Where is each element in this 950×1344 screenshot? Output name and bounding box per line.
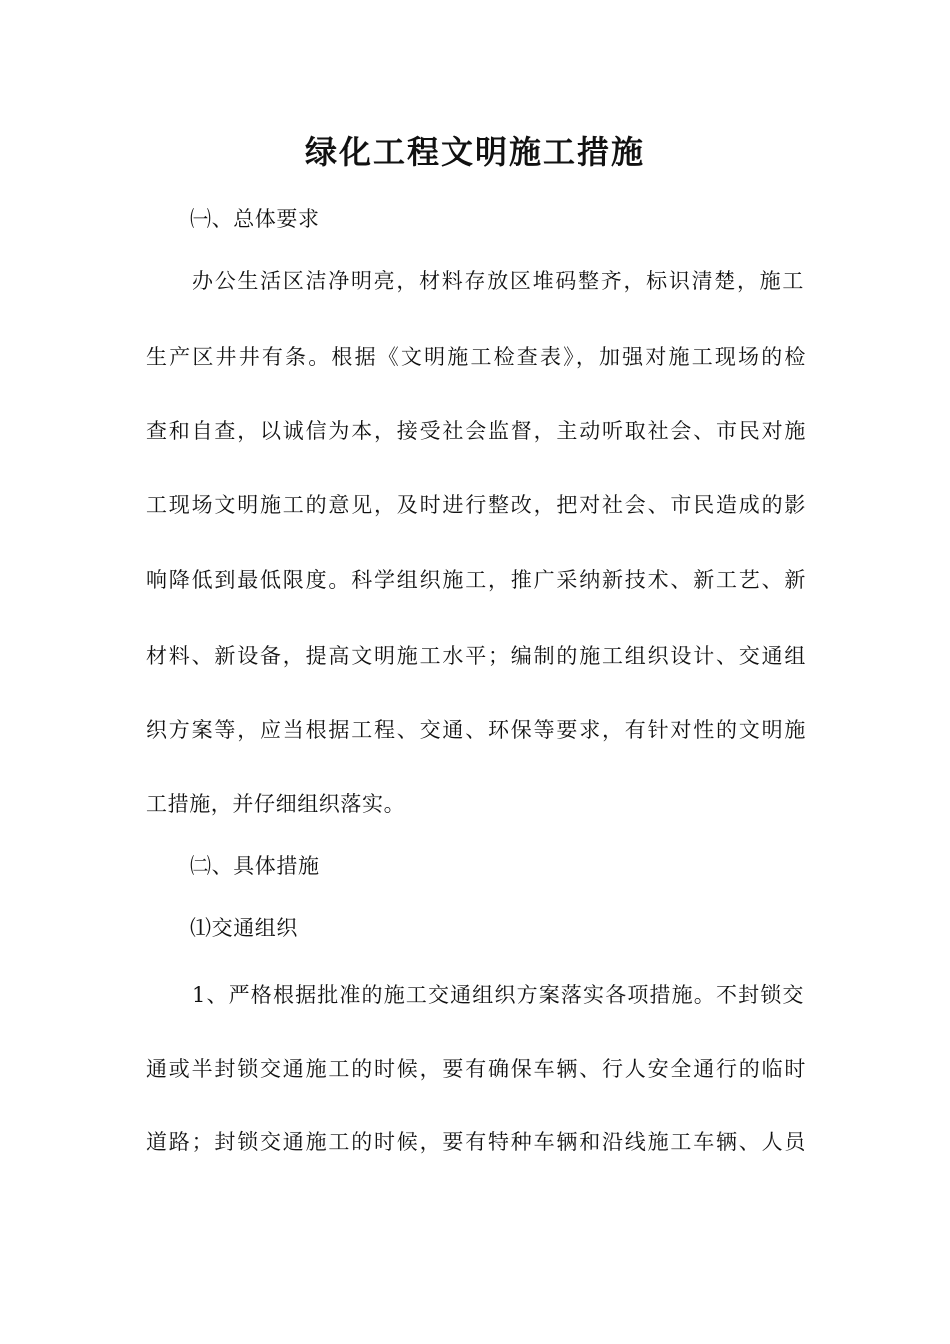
paragraph-line: 材料、新设备，提高文明施工水平；编制的施工组织设计、交通组 — [146, 644, 806, 668]
paragraph-line: 生产区井井有条。根据《文明施工检查表》，加强对施工现场的检 — [146, 345, 806, 369]
paragraph-line: 查和自查，以诚信为本，接受社会监督，主动听取社会、市民对施 — [146, 419, 806, 443]
subsection-heading-traffic-organization: ⑴交通组织 — [190, 916, 298, 940]
section-heading-specific-measures: ㈡、具体措施 — [190, 854, 320, 878]
paragraph-line: 道路；封锁交通施工的时候，要有特种车辆和沿线施工车辆、人员 — [146, 1130, 806, 1154]
section-heading-general-requirements: ㈠、总体要求 — [190, 207, 320, 231]
paragraph-line: 1、严格根据批准的施工交通组织方案落实各项措施。不封锁交 — [192, 983, 804, 1007]
paragraph-line: 办公生活区洁净明亮，材料存放区堆码整齐，标识清楚，施工 — [192, 269, 804, 293]
paragraph-line: 响降低到最低限度。科学组织施工，推广采纳新技术、新工艺、新 — [146, 568, 806, 592]
paragraph-line: 工现场文明施工的意见，及时进行整改，把对社会、市民造成的影 — [146, 493, 806, 517]
paragraph-line: 通或半封锁交通施工的时候，要有确保车辆、行人安全通行的临时 — [146, 1057, 806, 1081]
paragraph-line: 工措施，并仔细组织落实。 — [146, 792, 406, 816]
paragraph-line: 织方案等，应当根据工程、交通、环保等要求，有针对性的文明施 — [146, 718, 806, 742]
document-title: 绿化工程文明施工措施 — [304, 133, 645, 171]
